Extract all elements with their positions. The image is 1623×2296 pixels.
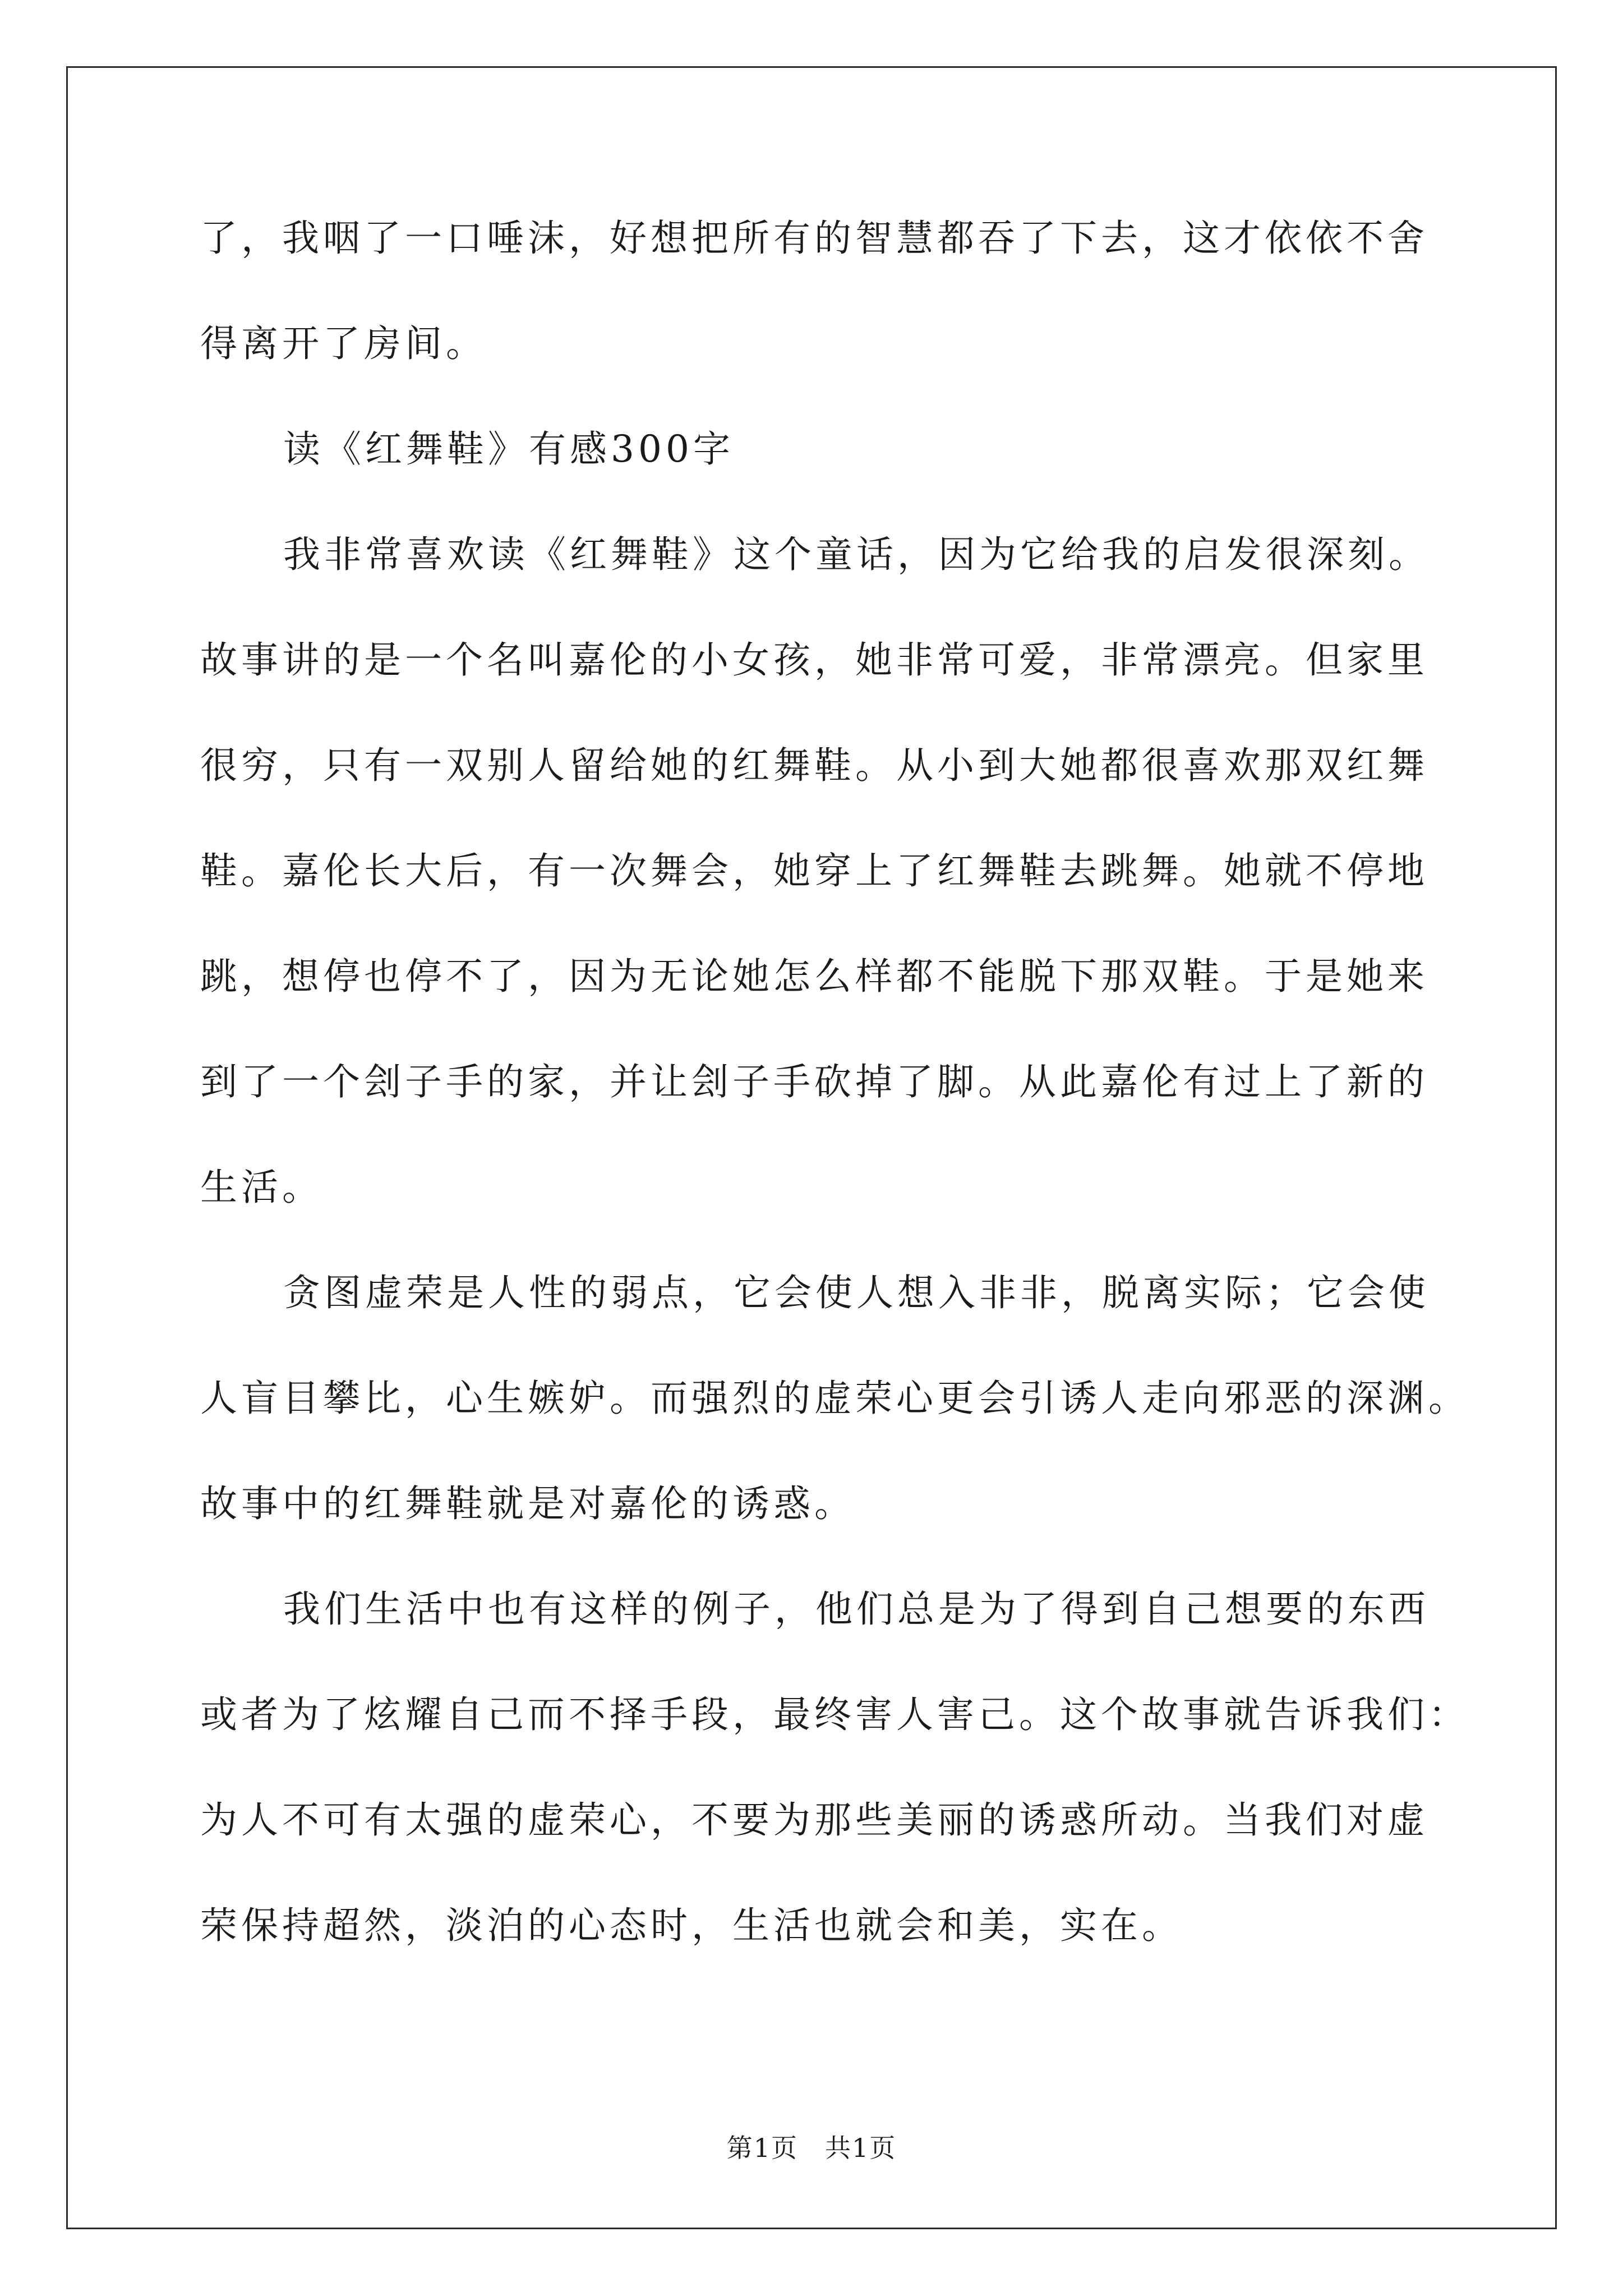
paragraph-line: 鞋。嘉伦长大后，有一次舞会，她穿上了红舞鞋去跳舞。她就不停地 — [200, 849, 1428, 892]
paragraph-line: 跳，想停也停不了，因为无论她怎么样都不能脱下那双鞋。于是她来 — [200, 955, 1428, 998]
page-number: 第1页 共1页 — [726, 2133, 897, 2163]
paragraph-line: 或者为了炫耀自己而不择手段，最终害人害己。这个故事就告诉我们： — [200, 1693, 1469, 1736]
paragraph-line: 了，我咽了一口唾沫，好想把所有的智慧都吞了下去，这才依依不舍 — [200, 217, 1428, 260]
paragraph-line: 我们生活中也有这样的例子，他们总是为了得到自己想要的东西 — [283, 1588, 1430, 1631]
paragraph-line: 故事中的红舞鞋就是对嘉伦的诱惑。 — [200, 1482, 855, 1525]
section-heading: 读《红舞鞋》有感300字 — [283, 427, 734, 471]
paragraph-line: 很穷，只有一双别人留给她的红舞鞋。从小到大她都很喜欢那双红舞 — [200, 744, 1428, 787]
paragraph-line: 为人不可有太强的虚荣心，不要为那些美丽的诱惑所动。当我们对虚 — [200, 1798, 1428, 1842]
paragraph-line: 人盲目攀比，心生嫉妒。而强烈的虚荣心更会引诱人走向邪恶的深渊。 — [200, 1377, 1469, 1420]
paragraph-line: 荣保持超然，淡泊的心态时，生活也就会和美，实在。 — [200, 1904, 1183, 1947]
paragraph-line: 故事讲的是一个名叫嘉伦的小女孩，她非常可爱，非常漂亮。但家里 — [200, 638, 1428, 682]
paragraph-line: 到了一个刽子手的家，并让刽子手砍掉了脚。从此嘉伦有过上了新的 — [200, 1060, 1428, 1103]
paragraph-line: 贪图虚荣是人性的弱点，它会使人想入非非，脱离实际；它会使 — [283, 1271, 1430, 1314]
paragraph-line: 得离开了房间。 — [200, 322, 487, 365]
document-body — [200, 213, 1469, 1951]
paragraph-line: 生活。 — [200, 1166, 323, 1209]
paragraph-line: 我非常喜欢读《红舞鞋》这个童话，因为它给我的启发很深刻。 — [283, 533, 1430, 576]
